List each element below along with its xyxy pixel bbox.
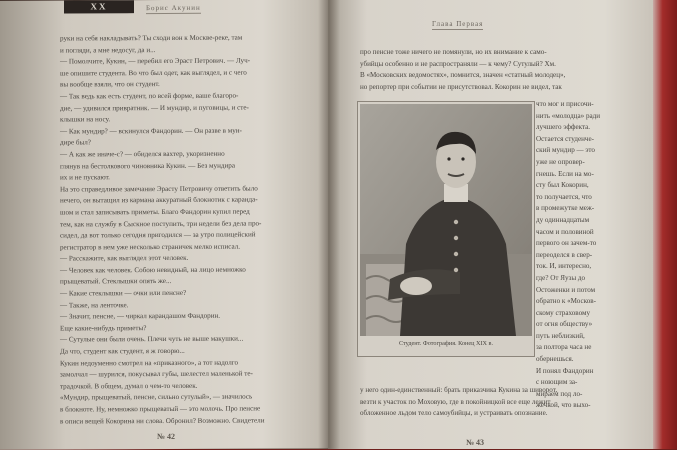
text-line: про пенсне тоже ничего не помянули, но их внимание к само- [360,48,547,56]
left-page-text [60,32,265,427]
text-line: жечкой, что выхо- [536,401,591,410]
portrait-illustration [360,104,532,336]
right-running-head: Глава Первая [432,20,484,28]
text-line: путь неблизкий, [536,331,585,340]
text-line: с ноющим за- [536,378,578,387]
text-line: ток. И, интересно, [536,262,592,271]
text-line: обратно к «Москов- [536,297,596,306]
text-line: дире был? [60,138,91,147]
text-line: — Помолчите, Кукин, — перебил его Эраст Петрович. — Луч- [60,56,250,66]
text-line: регистратор в нем уже несколько страничек мелко исписал. [60,242,241,252]
text-line: часом и половиной [536,227,594,236]
book-gutter [318,0,340,449]
text-line: вы вообще взяли, что он студент. [60,80,160,89]
text-line: традочкой. В общем, думал о чем-то человек. [60,381,198,391]
text-line: Остается студенче- [536,134,595,143]
text-line: то получается, что [536,192,592,201]
text-line: убийцы особенно и не распространяли — к чему? Сутулый? Хм. [360,59,556,68]
text-line: уже не опровер- [536,157,585,166]
text-line: нечего, он вытащил из кармана аккуратный блокнотик с каранда- [60,195,258,205]
text-line: клышки на носу. [60,115,111,124]
text-line: — Человек как человек. Собою невидный, на лицо немножко [60,265,246,275]
text-line: и погляди, а мне недосуг, да и... [60,45,156,55]
text-line: глянув на бестолкового чиновника Кукин. — Без мундира [60,161,235,171]
text-line: сту был Кокорин, [536,181,589,190]
text-line: в описи вещей Кокорина ни слова. Обронил? Возможно. Свидетели [60,416,265,426]
text-line: переоделся в свер- [536,250,593,259]
text-line: прыщеватый. Стеклышки опять же... [60,277,172,287]
text-line: замолчал — шурился, покусывал губы, шелестел маленькой те- [60,369,253,379]
text-line: сидел, да вот только сегодня пригодился — за утро полицейский [60,230,256,240]
photo-figure [357,101,535,357]
student-portrait-photo [360,104,532,336]
text-line: мираем под ло- [536,389,583,398]
text-line: за полтора часа не [536,343,592,352]
text-line: — Значит, пенсне, — чиркал карандашом Фандорин. [60,311,221,321]
left-page-number: № 42 [157,431,176,442]
text-line: но репортер при событии не присутствовал. Кокорин не видел, так [360,82,562,91]
text-line: лучшего эффекта. [536,123,591,132]
series-logo: XX [64,0,134,13]
text-line: Остоженки и потом [536,285,596,294]
text-line: «Мундир, прыщеватый, пенсне, сильно сутулый», — значилось [60,392,253,402]
text-line: обернешься. [536,355,574,364]
text-line: ду одиннадцатым [536,215,590,224]
text-line: В «Московских ведомостях», помнится, значен «статный молодец», [360,71,566,80]
text-line: — А как же иначе-с? — обиделся вахтер, укоризненно [60,149,225,159]
text-line: в промежутке меж- [536,204,595,213]
text-line: Еще какие-нибудь приметы? [60,323,147,333]
text-line: от огня обществу» [536,320,593,329]
text-line: На это справедливое замечание Эрасту Петровичу ответить было [60,184,258,194]
text-line: тем, как на службу в Сыскное поступить, три недели без дела про- [60,218,262,229]
right-page-bottom-text [360,385,557,420]
text-line: в блокноте. Ну, немножко прыщеватый — это молочь. Про пенсне [60,404,261,414]
left-page [0,0,328,450]
text-line: И понял Фандорин [536,366,594,375]
text-line: — Так ведь как есть студент, по всей форме, ваше благоро- [60,91,239,101]
text-line: — Какие стеклышки — очки или пенсне? [60,288,187,298]
text-line: Да что, студент как студент, я ж говорю... [60,346,185,356]
text-line: у него один-единственный: брать приказчика Кукина за шиворот, [360,386,558,394]
right-page-number: № 43 [466,438,485,447]
book-cover-edge [653,0,677,449]
text-line: дие, — удивился привратник. — И мундир, и пуговицы, и сте- [60,103,249,113]
text-line: — Также, на ленточке. [60,300,129,310]
text-line: что мог и присочи- [536,100,594,108]
left-running-head: Борис Акунин [146,3,201,13]
right-page [328,0,653,449]
text-line: — Расскажите, как выглядел этот человек. [60,254,189,263]
photo-caption: Студент. Фотография. Конец XIX в. [398,340,493,347]
right-page-side-text [536,99,600,412]
text-line: ше опишите студента. Во что был одет, как выглядел, и с чего [60,68,247,78]
text-line: Кукин недоуменно смотрел на «приказного», а тот надолго [60,358,239,368]
text-line: нить «молодца» ради [536,111,601,120]
text-line: ский мундир — это [536,146,595,155]
text-line: первого он зачем-то [536,239,597,248]
text-line: обложенное льдом тело самоубийцы, и устраивать опознание. [360,409,548,418]
text-line: руки на себя накладывать? Ты сходи вон к Москве-реке, там [60,33,243,43]
text-line: где? От Яузы до [536,273,586,282]
text-line: их и не пускают. [60,173,110,182]
text-line: везти к участок по Моховую, где в покойницкой все еще лежит [360,397,551,406]
text-line: шом и стал записывать приметы. Благо Фандорин купил перед [60,207,250,217]
text-line: скому страховому [536,308,591,317]
text-line: — Как мундир? — вскинулся Фандорин. — Он разве в мун- [60,126,242,136]
text-line: гнешь. Если на мо- [536,169,594,178]
right-page-top-text [360,47,565,93]
text-line: — Сутулые они были очень. Плечи чуть не выше макушки... [60,335,244,344]
